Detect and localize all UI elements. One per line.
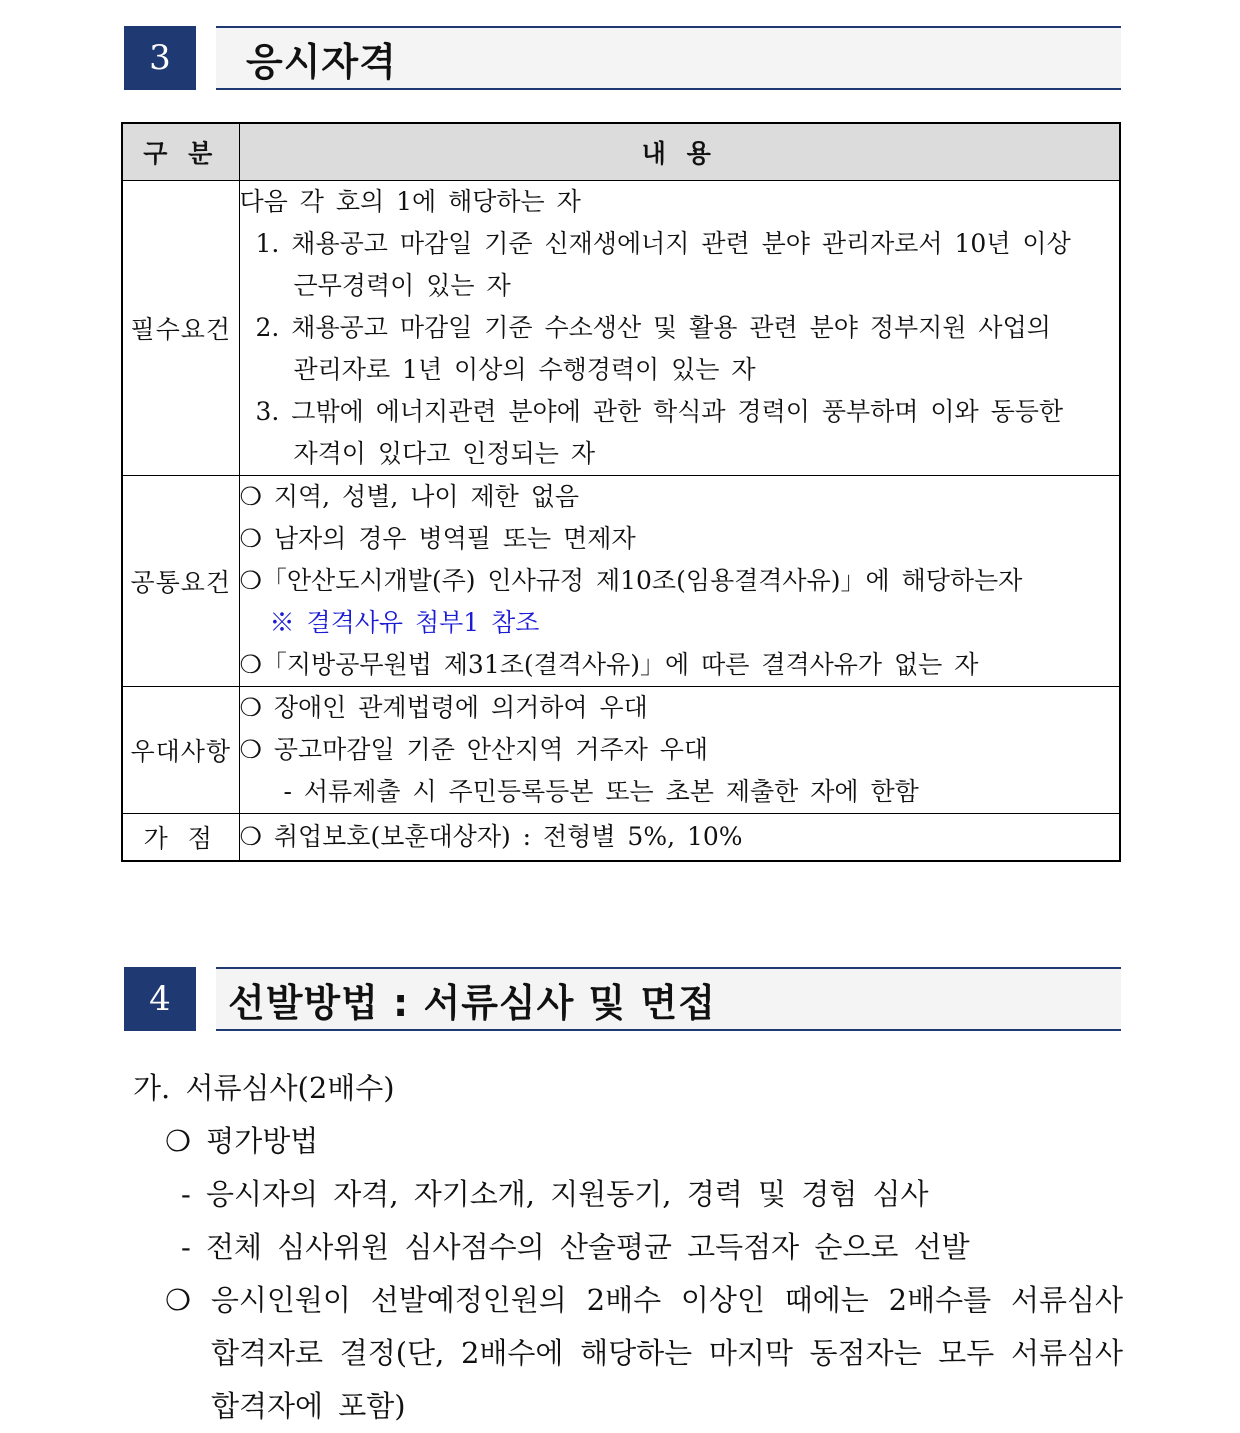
content-line: 1. 채용공고 마감일 기준 신재생에너지 관련 분야 관리자로서 10년 이상	[255, 229, 1071, 258]
table-row	[122, 814, 1120, 862]
content-line: ❍ 장애인 관계법령에 의거하여 우대	[239, 693, 648, 722]
table-row	[122, 687, 1120, 814]
row-label: 공통요건	[122, 476, 239, 687]
content-line: 2. 채용공고 마감일 기준 수소생산 및 활용 관련 분야 정부지원 사업의	[255, 313, 1051, 342]
method-label: ❍ 평가방법	[165, 1124, 319, 1158]
section-title: 선발방법 : 서류심사 및 면접	[228, 980, 716, 1025]
screening-section	[133, 1062, 1123, 1433]
content-line: ❍ 지역, 성별, 나이 제한 없음	[239, 482, 580, 511]
section-title: 응시자격	[246, 39, 397, 84]
content-line: ❍「안산도시개발(주) 인사규정 제10조(임용결격사유)」에 해당하는자	[239, 566, 1023, 595]
rule-line: 합격자로 결정(단, 2배수에 해당하는 마지막 동점자는 모두 서류심사	[211, 1336, 1123, 1370]
section-title-box	[216, 26, 1121, 90]
rule-line: ❍ 응시인원이 선발예정인원의 2배수 이상인 때에는 2배수를 서류심사	[165, 1283, 1123, 1317]
section-number: 3	[124, 26, 196, 90]
method-item: - 전체 심사위원 심사점수의 산술평균 고득점자 순으로 선발	[181, 1230, 970, 1264]
method-item: - 응시자의 자격, 자기소개, 지원동기, 경력 및 경험 심사	[181, 1177, 929, 1211]
screening-heading: 가. 서류심사(2배수)	[133, 1071, 395, 1105]
section-4-header	[124, 967, 1121, 1031]
table-header-row	[122, 123, 1120, 181]
row-label: 우대사항	[122, 687, 239, 814]
header-content: 내 용	[239, 123, 1120, 181]
row-content	[239, 476, 1120, 687]
table-row	[122, 181, 1120, 476]
content-line: - 서류제출 시 주민등록등본 또는 초본 제출한 자에 한함	[283, 777, 919, 806]
table-row	[122, 476, 1120, 687]
header-category: 구 분	[122, 123, 239, 181]
content-line: ❍「지방공무원법 제31조(결격사유)」에 따른 결격사유가 없는 자	[239, 650, 979, 679]
content-line: ❍ 남자의 경우 병역필 또는 면제자	[239, 524, 636, 553]
row-label: 필수요건	[122, 181, 239, 476]
content-line: 근무경력이 있는 자	[293, 271, 511, 300]
row-content	[239, 687, 1120, 814]
section-title-box	[216, 967, 1121, 1031]
qualification-table	[121, 122, 1121, 862]
note-line: ※ 결격사유 첨부1 참조	[269, 608, 540, 637]
content-line: 3. 그밖에 에너지관련 분야에 관한 학식과 경력이 풍부하며 이와 동등한	[255, 397, 1064, 426]
rule-line: 합격자에 포함)	[211, 1389, 406, 1423]
content-line: ❍ 공고마감일 기준 안산지역 거주자 우대	[239, 735, 709, 764]
section-number: 4	[124, 967, 196, 1031]
row-content	[239, 181, 1120, 476]
content-line: 관리자로 1년 이상의 수행경력이 있는 자	[293, 355, 756, 384]
content-line: 자격이 있다고 인정되는 자	[293, 439, 595, 468]
content-line: ❍ 취업보호(보훈대상자) : 전형별 5%, 10%	[239, 822, 743, 851]
content-line: 다음 각 호의 1에 해당하는 자	[239, 187, 581, 216]
section-3-header	[124, 26, 1121, 90]
row-label: 가 점	[122, 814, 239, 862]
row-content	[239, 814, 1120, 862]
